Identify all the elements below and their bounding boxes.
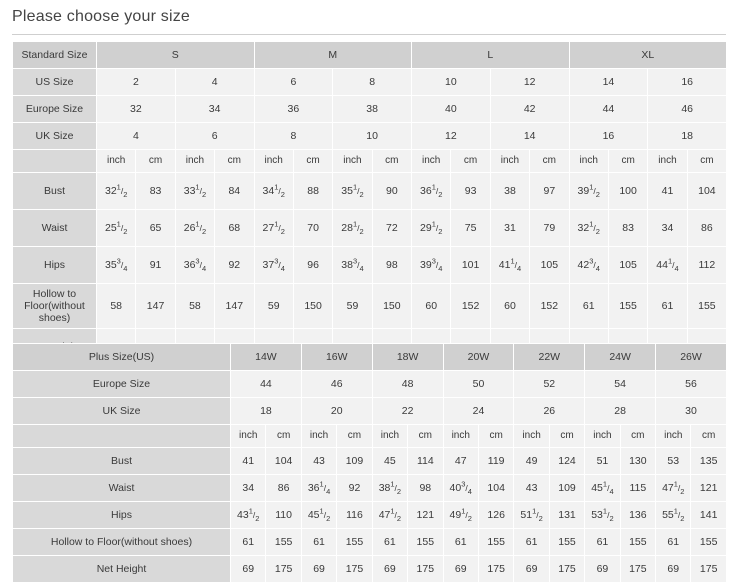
standard-size-table-body bbox=[13, 42, 727, 366]
unit-label: inch bbox=[514, 425, 549, 448]
measurement-value: 34 bbox=[648, 210, 687, 247]
unit-label: cm bbox=[608, 150, 647, 173]
size-value: 8 bbox=[254, 123, 333, 150]
measurement-value: 116 bbox=[337, 502, 372, 529]
measurement-value: 88 bbox=[293, 173, 332, 210]
measurement-value: 136 bbox=[620, 502, 655, 529]
measurement-value: $45^1/_2$ bbox=[301, 502, 336, 529]
measurement-value: $28^1/_2$ bbox=[333, 210, 372, 247]
measurement-value: 61 bbox=[656, 529, 691, 556]
measurement-value: 61 bbox=[372, 529, 407, 556]
unit-label: cm bbox=[337, 425, 372, 448]
measurement-value: 90 bbox=[372, 173, 411, 210]
size-value: 28 bbox=[585, 398, 656, 425]
unit-label: inch bbox=[412, 150, 451, 173]
size-value: 44 bbox=[569, 96, 648, 123]
plus-size-14w: 14W bbox=[231, 344, 302, 371]
table-row bbox=[13, 42, 727, 69]
measurement-value: 109 bbox=[549, 475, 584, 502]
size-value: 46 bbox=[648, 96, 727, 123]
size-value: 20 bbox=[301, 398, 372, 425]
measurement-value: 61 bbox=[648, 284, 687, 329]
measurement-value: 59 bbox=[254, 284, 293, 329]
unit-label: inch bbox=[231, 425, 266, 448]
measurement-value: 70 bbox=[293, 210, 332, 247]
table-row bbox=[13, 344, 727, 371]
measurement-value: 41 bbox=[231, 448, 266, 475]
plus-size-table-body bbox=[13, 344, 727, 583]
measurement-value: $37^3/_4$ bbox=[254, 247, 293, 284]
measurement-value: $35^3/_4$ bbox=[97, 247, 136, 284]
unit-label: cm bbox=[266, 425, 301, 448]
table-row bbox=[13, 475, 727, 502]
measurement-value: 105 bbox=[608, 247, 647, 284]
measurement-value: 175 bbox=[478, 556, 513, 583]
measurement-value: 83 bbox=[608, 210, 647, 247]
measurement-value: 101 bbox=[451, 247, 490, 284]
measurement-value: 38 bbox=[490, 173, 529, 210]
measurement-value: 104 bbox=[687, 173, 726, 210]
standard-size-table bbox=[12, 41, 727, 366]
table-row bbox=[13, 173, 727, 210]
table-row bbox=[13, 247, 727, 284]
row-label: Hollow to Floor(without shoes) bbox=[13, 529, 231, 556]
measurement-value: 60 bbox=[412, 284, 451, 329]
measurement-value: 121 bbox=[408, 502, 443, 529]
measurement-value: $39^3/_4$ bbox=[412, 247, 451, 284]
measurement-value: $47^1/_2$ bbox=[372, 502, 407, 529]
row-label: Waist bbox=[13, 210, 97, 247]
measurement-value: 97 bbox=[530, 173, 569, 210]
measurement-value: $55^1/_2$ bbox=[656, 502, 691, 529]
measurement-value: 69 bbox=[301, 556, 336, 583]
unit-label: cm bbox=[293, 150, 332, 173]
measurement-value: $35^1/_2$ bbox=[333, 173, 372, 210]
measurement-value: $33^1/_2$ bbox=[175, 173, 214, 210]
measurement-value: $25^1/_2$ bbox=[97, 210, 136, 247]
measurement-value: $51^1/_2$ bbox=[514, 502, 549, 529]
measurement-value: 69 bbox=[443, 556, 478, 583]
measurement-value: $39^1/_2$ bbox=[569, 173, 608, 210]
measurement-value: $43^1/_2$ bbox=[231, 502, 266, 529]
size-group-m: M bbox=[254, 42, 412, 69]
size-group-l: L bbox=[412, 42, 570, 69]
measurement-value: 69 bbox=[656, 556, 691, 583]
measurement-value: 109 bbox=[337, 448, 372, 475]
measurement-value: $49^1/_2$ bbox=[443, 502, 478, 529]
measurement-value: $41^1/_4$ bbox=[490, 247, 529, 284]
measurement-value: 131 bbox=[549, 502, 584, 529]
row-label: Net Height bbox=[13, 556, 231, 583]
size-value: 54 bbox=[585, 371, 656, 398]
measurement-value: 58 bbox=[175, 284, 214, 329]
size-group-s: S bbox=[97, 42, 255, 69]
size-value: 52 bbox=[514, 371, 585, 398]
page-title: Please choose your size bbox=[12, 8, 191, 25]
size-value: 26 bbox=[514, 398, 585, 425]
unit-row-label bbox=[13, 425, 231, 448]
measurement-value: $36^3/_4$ bbox=[175, 247, 214, 284]
measurement-value: 155 bbox=[687, 284, 726, 329]
table-row bbox=[13, 96, 727, 123]
table-row bbox=[13, 425, 727, 448]
unit-row-label bbox=[13, 150, 97, 173]
row-label: Bust bbox=[13, 448, 231, 475]
row-label: UK Size bbox=[13, 398, 231, 425]
measurement-value: $32^1/_2$ bbox=[569, 210, 608, 247]
measurement-value: $32^1/_2$ bbox=[97, 173, 136, 210]
plus-size-26w: 26W bbox=[656, 344, 727, 371]
row-label: UK Size bbox=[13, 123, 97, 150]
measurement-value: 58 bbox=[97, 284, 136, 329]
size-value: 24 bbox=[443, 398, 514, 425]
measurement-value: 115 bbox=[620, 475, 655, 502]
measurement-value: $53^1/_2$ bbox=[585, 502, 620, 529]
plus-size-table bbox=[12, 343, 727, 583]
size-value: 10 bbox=[412, 69, 491, 96]
measurement-value: 114 bbox=[408, 448, 443, 475]
measurement-value: 86 bbox=[266, 475, 301, 502]
measurement-value: 124 bbox=[549, 448, 584, 475]
measurement-value: 61 bbox=[301, 529, 336, 556]
measurement-value: 61 bbox=[231, 529, 266, 556]
table-row bbox=[13, 210, 727, 247]
size-value: 10 bbox=[333, 123, 412, 150]
measurement-value: 60 bbox=[490, 284, 529, 329]
measurement-value: $47^1/_2$ bbox=[656, 475, 691, 502]
measurement-value: 91 bbox=[136, 247, 175, 284]
measurement-value: $26^1/_2$ bbox=[175, 210, 214, 247]
measurement-value: 110 bbox=[266, 502, 301, 529]
unit-label: cm bbox=[478, 425, 513, 448]
measurement-value: 61 bbox=[514, 529, 549, 556]
unit-label: inch bbox=[301, 425, 336, 448]
measurement-value: $36^1/_4$ bbox=[301, 475, 336, 502]
measurement-value: 135 bbox=[691, 448, 726, 475]
unit-label: inch bbox=[443, 425, 478, 448]
measurement-value: 92 bbox=[215, 247, 254, 284]
row-label: Europe Size bbox=[13, 96, 97, 123]
measurement-value: 112 bbox=[687, 247, 726, 284]
size-value: 42 bbox=[490, 96, 569, 123]
table-row bbox=[13, 150, 727, 173]
measurement-value: 61 bbox=[569, 284, 608, 329]
size-group-xl: XL bbox=[569, 42, 727, 69]
measurement-value: 155 bbox=[478, 529, 513, 556]
size-value: 18 bbox=[648, 123, 727, 150]
unit-label: cm bbox=[530, 150, 569, 173]
measurement-value: 175 bbox=[408, 556, 443, 583]
size-value: 8 bbox=[333, 69, 412, 96]
unit-label: cm bbox=[215, 150, 254, 173]
measurement-value: $29^1/_2$ bbox=[412, 210, 451, 247]
size-value: 38 bbox=[333, 96, 412, 123]
measurement-value: 43 bbox=[301, 448, 336, 475]
measurement-value: 75 bbox=[451, 210, 490, 247]
size-value: 14 bbox=[569, 69, 648, 96]
measurement-value: 98 bbox=[408, 475, 443, 502]
unit-label: cm bbox=[549, 425, 584, 448]
title-divider bbox=[12, 34, 726, 35]
measurement-value: 31 bbox=[490, 210, 529, 247]
measurement-value: 155 bbox=[549, 529, 584, 556]
measurement-value: 147 bbox=[136, 284, 175, 329]
row-label: Hips bbox=[13, 247, 97, 284]
size-value: 32 bbox=[97, 96, 176, 123]
size-value: 46 bbox=[301, 371, 372, 398]
row-label: Hips bbox=[13, 502, 231, 529]
measurement-value: 83 bbox=[136, 173, 175, 210]
unit-label: cm bbox=[620, 425, 655, 448]
unit-label: inch bbox=[333, 150, 372, 173]
measurement-value: 61 bbox=[585, 529, 620, 556]
measurement-value: 150 bbox=[372, 284, 411, 329]
measurement-value: 104 bbox=[266, 448, 301, 475]
measurement-value: 47 bbox=[443, 448, 478, 475]
measurement-value: 61 bbox=[443, 529, 478, 556]
size-value: 18 bbox=[231, 398, 302, 425]
measurement-value: 96 bbox=[293, 247, 332, 284]
size-value: 30 bbox=[656, 398, 727, 425]
row-label: Waist bbox=[13, 475, 231, 502]
measurement-value: 43 bbox=[514, 475, 549, 502]
size-value: 12 bbox=[490, 69, 569, 96]
measurement-value: 175 bbox=[266, 556, 301, 583]
unit-label: cm bbox=[451, 150, 490, 173]
plus-size-16w: 16W bbox=[301, 344, 372, 371]
measurement-value: 155 bbox=[408, 529, 443, 556]
plus-size-22w: 22W bbox=[514, 344, 585, 371]
size-value: 40 bbox=[412, 96, 491, 123]
measurement-value: 69 bbox=[372, 556, 407, 583]
table-row bbox=[13, 529, 727, 556]
size-value: 6 bbox=[254, 69, 333, 96]
measurement-value: 45 bbox=[372, 448, 407, 475]
measurement-value: 150 bbox=[293, 284, 332, 329]
measurement-value: 155 bbox=[691, 529, 726, 556]
measurement-value: 98 bbox=[372, 247, 411, 284]
size-value: 14 bbox=[490, 123, 569, 150]
size-value: 22 bbox=[372, 398, 443, 425]
plus-size-20w: 20W bbox=[443, 344, 514, 371]
size-value: 36 bbox=[254, 96, 333, 123]
unit-label: inch bbox=[97, 150, 136, 173]
unit-label: inch bbox=[656, 425, 691, 448]
measurement-value: 155 bbox=[620, 529, 655, 556]
measurement-value: 121 bbox=[691, 475, 726, 502]
measurement-value: $40^3/_4$ bbox=[443, 475, 478, 502]
measurement-value: 51 bbox=[585, 448, 620, 475]
measurement-value: 49 bbox=[514, 448, 549, 475]
measurement-value: $38^3/_4$ bbox=[333, 247, 372, 284]
size-value: 4 bbox=[97, 123, 176, 150]
table-row bbox=[13, 123, 727, 150]
unit-label: cm bbox=[372, 150, 411, 173]
measurement-value: 119 bbox=[478, 448, 513, 475]
standard-size-header-label: Standard Size bbox=[13, 42, 97, 69]
size-value: 16 bbox=[648, 69, 727, 96]
row-label: US Size bbox=[13, 69, 97, 96]
row-label: Hollow to Floor(without shoes) bbox=[13, 284, 97, 329]
table-row bbox=[13, 69, 727, 96]
measurement-value: 72 bbox=[372, 210, 411, 247]
measurement-value: $42^3/_4$ bbox=[569, 247, 608, 284]
measurement-value: 175 bbox=[620, 556, 655, 583]
measurement-value: 53 bbox=[656, 448, 691, 475]
measurement-value: 152 bbox=[530, 284, 569, 329]
measurement-value: 175 bbox=[549, 556, 584, 583]
size-value: 44 bbox=[231, 371, 302, 398]
unit-label: cm bbox=[687, 150, 726, 173]
measurement-value: 105 bbox=[530, 247, 569, 284]
measurement-value: 152 bbox=[451, 284, 490, 329]
row-label: Bust bbox=[13, 173, 97, 210]
measurement-value: 126 bbox=[478, 502, 513, 529]
size-value: 16 bbox=[569, 123, 648, 150]
size-value: 12 bbox=[412, 123, 491, 150]
measurement-value: 34 bbox=[231, 475, 266, 502]
unit-label: cm bbox=[136, 150, 175, 173]
unit-label: inch bbox=[585, 425, 620, 448]
measurement-value: 65 bbox=[136, 210, 175, 247]
measurement-value: 79 bbox=[530, 210, 569, 247]
measurement-value: $45^1/_4$ bbox=[585, 475, 620, 502]
measurement-value: $27^1/_2$ bbox=[254, 210, 293, 247]
plus-size-header-label: Plus Size(US) bbox=[13, 344, 231, 371]
measurement-value: $34^1/_2$ bbox=[254, 173, 293, 210]
measurement-value: 69 bbox=[585, 556, 620, 583]
table-row bbox=[13, 371, 727, 398]
measurement-value: $38^1/_2$ bbox=[372, 475, 407, 502]
size-value: 50 bbox=[443, 371, 514, 398]
plus-size-24w: 24W bbox=[585, 344, 656, 371]
table-row bbox=[13, 284, 727, 329]
size-value: 4 bbox=[175, 69, 254, 96]
measurement-value: $44^1/_4$ bbox=[648, 247, 687, 284]
size-value: 6 bbox=[175, 123, 254, 150]
measurement-value: 175 bbox=[337, 556, 372, 583]
measurement-value: 155 bbox=[608, 284, 647, 329]
measurement-value: 155 bbox=[337, 529, 372, 556]
unit-label: inch bbox=[254, 150, 293, 173]
table-row bbox=[13, 556, 727, 583]
unit-label: cm bbox=[408, 425, 443, 448]
measurement-value: 141 bbox=[691, 502, 726, 529]
measurement-value: 147 bbox=[215, 284, 254, 329]
row-label: Europe Size bbox=[13, 371, 231, 398]
measurement-value: 100 bbox=[608, 173, 647, 210]
size-value: 34 bbox=[175, 96, 254, 123]
size-value: 48 bbox=[372, 371, 443, 398]
measurement-value: 68 bbox=[215, 210, 254, 247]
unit-label: inch bbox=[648, 150, 687, 173]
measurement-value: 130 bbox=[620, 448, 655, 475]
table-row bbox=[13, 502, 727, 529]
table-row bbox=[13, 448, 727, 475]
measurement-value: 155 bbox=[266, 529, 301, 556]
size-value: 2 bbox=[97, 69, 176, 96]
unit-label: cm bbox=[691, 425, 726, 448]
measurement-value: 84 bbox=[215, 173, 254, 210]
measurement-value: 69 bbox=[231, 556, 266, 583]
measurement-value: 86 bbox=[687, 210, 726, 247]
unit-label: inch bbox=[372, 425, 407, 448]
plus-size-18w: 18W bbox=[372, 344, 443, 371]
measurement-value: 59 bbox=[333, 284, 372, 329]
measurement-value: 92 bbox=[337, 475, 372, 502]
measurement-value: 175 bbox=[691, 556, 726, 583]
measurement-value: 69 bbox=[514, 556, 549, 583]
measurement-value: 93 bbox=[451, 173, 490, 210]
table-row bbox=[13, 398, 727, 425]
measurement-value: 41 bbox=[648, 173, 687, 210]
unit-label: inch bbox=[175, 150, 214, 173]
size-value: 56 bbox=[656, 371, 727, 398]
measurement-value: 104 bbox=[478, 475, 513, 502]
unit-label: inch bbox=[569, 150, 608, 173]
unit-label: inch bbox=[490, 150, 529, 173]
measurement-value: $36^1/_2$ bbox=[412, 173, 451, 210]
